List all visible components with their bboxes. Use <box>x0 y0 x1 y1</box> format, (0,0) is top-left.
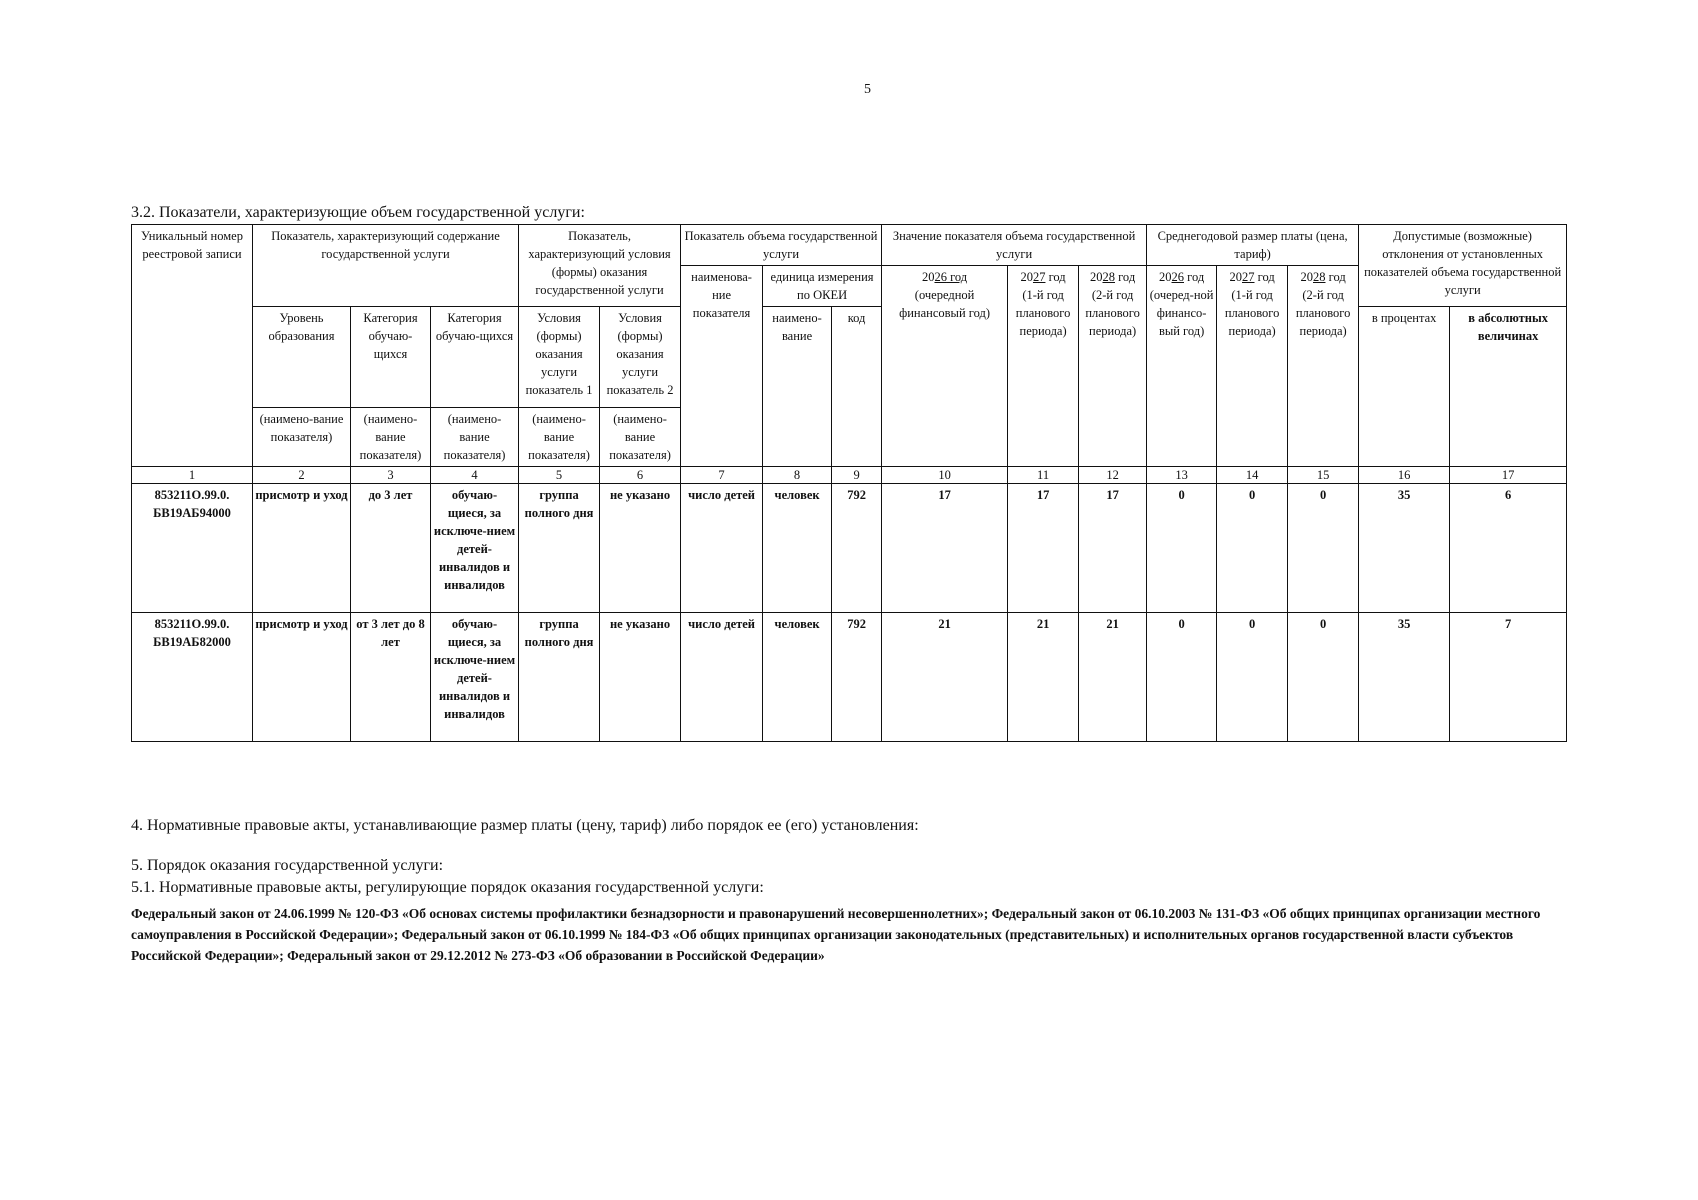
cell-value-year-2: 21 <box>1008 613 1079 742</box>
cell-category: обучаю-щиеся, за исключе-нием детей-инвалидов и инвалидов <box>431 484 519 613</box>
cell-fee-year-1: 0 <box>1147 613 1217 742</box>
cell-unit-code: 792 <box>832 484 882 613</box>
header-unit-code: код <box>832 307 882 467</box>
table-row <box>132 484 1567 613</box>
year-note: (2-й год планового периода) <box>1295 288 1351 338</box>
table-row <box>132 613 1567 742</box>
section-4-heading: 4. Нормативные правовые акты, устанавливающие размер платы (цену, тариф) либо порядок ее (его) установления: <box>131 817 919 834</box>
cell-value-year-1: 17 <box>882 484 1008 613</box>
year-prefix: 20 <box>1229 270 1242 284</box>
cell-fee-year-2: 0 <box>1217 484 1288 613</box>
year-prefix: 20 <box>1159 270 1172 284</box>
column-number: 8 <box>763 467 832 484</box>
cell-age: от 3 лет до 8 лет <box>351 613 431 742</box>
year-suffix: год <box>1325 270 1346 284</box>
cell-value-year-3: 21 <box>1079 613 1147 742</box>
year-prefix: 20 <box>1089 270 1103 284</box>
header-unique-number: Уникальный номер реестровой записи <box>132 225 253 467</box>
column-number: 17 <box>1450 467 1567 484</box>
column-number: 16 <box>1359 467 1450 484</box>
year-prefix: 20 <box>1300 270 1313 284</box>
year-prefix: 20 <box>1020 270 1033 284</box>
header-naming: (наимено-вание показателя) <box>253 408 351 467</box>
column-number-row <box>132 467 1567 484</box>
cell-condition-2: не указано <box>600 613 681 742</box>
header-naming: (наимено-вание показателя) <box>600 408 681 467</box>
cell-condition-2: не указано <box>600 484 681 613</box>
cell-age: до 3 лет <box>351 484 431 613</box>
cell-unit-name: человек <box>763 613 832 742</box>
header-volume-unit: единица измерения по ОКЕИ <box>763 266 882 307</box>
header-unit-name: наимено-вание <box>763 307 832 467</box>
header-condition-1: Условия (формы) оказания услуги показатель 1 <box>519 307 600 408</box>
cell-unit-name: человек <box>763 484 832 613</box>
volume-indicators-table <box>131 224 1567 742</box>
cell-fee-year-3: 0 <box>1288 613 1359 742</box>
cell-value-year-1: 21 <box>882 613 1008 742</box>
column-number: 9 <box>832 467 882 484</box>
cell-deviation-absolute: 7 <box>1450 613 1567 742</box>
cell-fee-year-3: 0 <box>1288 484 1359 613</box>
header-fee-year-2 <box>1217 266 1288 467</box>
year-prefix: 20 <box>921 270 935 284</box>
section-5-1-heading: 5.1. Нормативные правовые акты, регулирующие порядок оказания государственной услуги: <box>131 879 764 896</box>
column-number: 4 <box>431 467 519 484</box>
cell-value-year-3: 17 <box>1079 484 1147 613</box>
year-suffix: год <box>1184 270 1205 284</box>
cell-condition-1: группа полного дня <box>519 613 600 742</box>
year-note: (1-й год планового периода) <box>1015 288 1071 338</box>
year-suffix: год <box>1045 270 1066 284</box>
header-naming: (наимено-вание показателя) <box>431 408 519 467</box>
header-naming: (наимено-вание показателя) <box>519 408 600 467</box>
year-suffix: год <box>946 270 968 284</box>
year-number: 27 <box>1032 270 1046 284</box>
page-number: 5 <box>864 82 871 97</box>
cell-fee-year-2: 0 <box>1217 613 1288 742</box>
column-number: 7 <box>681 467 763 484</box>
year-suffix: год <box>1254 270 1275 284</box>
cell-category: обучаю-щиеся, за исключе-нием детей-инвалидов и инвалидов <box>431 613 519 742</box>
header-fee-year-1 <box>1147 266 1217 467</box>
header-value-year-3 <box>1079 266 1147 467</box>
year-suffix: год <box>1114 270 1136 284</box>
header-volume-name: наименова-ние показателя <box>681 266 763 467</box>
cell-condition-1: группа полного дня <box>519 484 600 613</box>
header-row-1 <box>132 225 1567 266</box>
column-number: 13 <box>1147 467 1217 484</box>
header-category-1: Категория обучаю-щихся <box>351 307 431 408</box>
column-number: 14 <box>1217 467 1288 484</box>
cell-deviation-percent: 35 <box>1359 484 1450 613</box>
column-number: 2 <box>253 467 351 484</box>
year-number: 27 <box>1242 270 1255 284</box>
header-condition-2: Условия (формы) оказания услуги показатель 2 <box>600 307 681 408</box>
column-number: 3 <box>351 467 431 484</box>
year-number: 28 <box>1102 270 1115 284</box>
header-volume-value: Значение показателя объема государственной услуги <box>882 225 1147 266</box>
header-deviation-percent: в процентах <box>1359 307 1450 467</box>
year-note: (очередной финансовый год) <box>899 288 990 320</box>
cell-value-year-2: 17 <box>1008 484 1079 613</box>
column-number: 12 <box>1079 467 1147 484</box>
cell-deviation-percent: 35 <box>1359 613 1450 742</box>
year-note: (1-й год планового периода) <box>1224 288 1280 338</box>
cell-registry-number: 853211О.99.0. БВ19АБ82000 <box>132 613 253 742</box>
header-category-2: Категория обучаю-щихся <box>431 307 519 408</box>
header-naming: (наимено-вание показателя) <box>351 408 431 467</box>
section-title: 3.2. Показатели, характеризующие объем государственной услуги: <box>131 204 585 221</box>
header-value-year-2 <box>1008 266 1079 467</box>
header-allowed-deviations: Допустимые (возможные) отклонения от установленных показателей объема государственной услуги <box>1359 225 1567 307</box>
year-number: 26 <box>1171 270 1184 284</box>
column-number: 6 <box>600 467 681 484</box>
cell-level: присмотр и уход <box>253 484 351 613</box>
header-conditions-indicator: Показатель, характеризующий условия (формы) оказания государственной услуги <box>519 225 681 307</box>
header-deviation-absolute: в абсолютных величинах <box>1450 307 1567 467</box>
year-number: 26 <box>934 270 947 284</box>
column-number: 11 <box>1008 467 1079 484</box>
header-average-fee: Среднегодовой размер платы (цена, тариф) <box>1147 225 1359 266</box>
year-number: 28 <box>1313 270 1326 284</box>
cell-level: присмотр и уход <box>253 613 351 742</box>
cell-volume-name: число детей <box>681 484 763 613</box>
cell-volume-name: число детей <box>681 613 763 742</box>
header-level: Уровень образования <box>253 307 351 408</box>
header-content-indicator: Показатель, характеризующий содержание государственной услуги <box>253 225 519 307</box>
column-number: 1 <box>132 467 253 484</box>
header-fee-year-3 <box>1288 266 1359 467</box>
cell-unit-code: 792 <box>832 613 882 742</box>
header-value-year-1 <box>882 266 1008 467</box>
legal-acts-text: Федеральный закон от 24.06.1999 № 120-ФЗ «Об основах системы профилактики безнадзорности и правонарушений несовершеннолетних»; Федеральный закон от 06.10.2003 № 131-ФЗ «Об общих принципах организации местного самоуправления в Российской Федерации»; Федеральный закон от 06.10.1999 № 184-ФЗ «Об общих принципах организации законодательных (представительных) и исполнительных органов государственной власти субъектов Российской Федерации»; Федеральный закон от 29.12.2012 № 273-ФЗ «Об образовании в Российской Федерации» <box>131 906 1541 963</box>
cell-registry-number: 853211О.99.0. БВ19АБ94000 <box>132 484 253 613</box>
column-number: 5 <box>519 467 600 484</box>
column-number: 15 <box>1288 467 1359 484</box>
cell-fee-year-1: 0 <box>1147 484 1217 613</box>
year-note: (очеред-ной финансо-вый год) <box>1149 288 1214 338</box>
cell-deviation-absolute: 6 <box>1450 484 1567 613</box>
section-5-heading: 5. Порядок оказания государственной услуги: <box>131 857 444 874</box>
year-note: (2-й год планового периода) <box>1085 288 1140 338</box>
column-number: 10 <box>882 467 1008 484</box>
header-volume-indicator: Показатель объема государственной услуги <box>681 225 882 266</box>
